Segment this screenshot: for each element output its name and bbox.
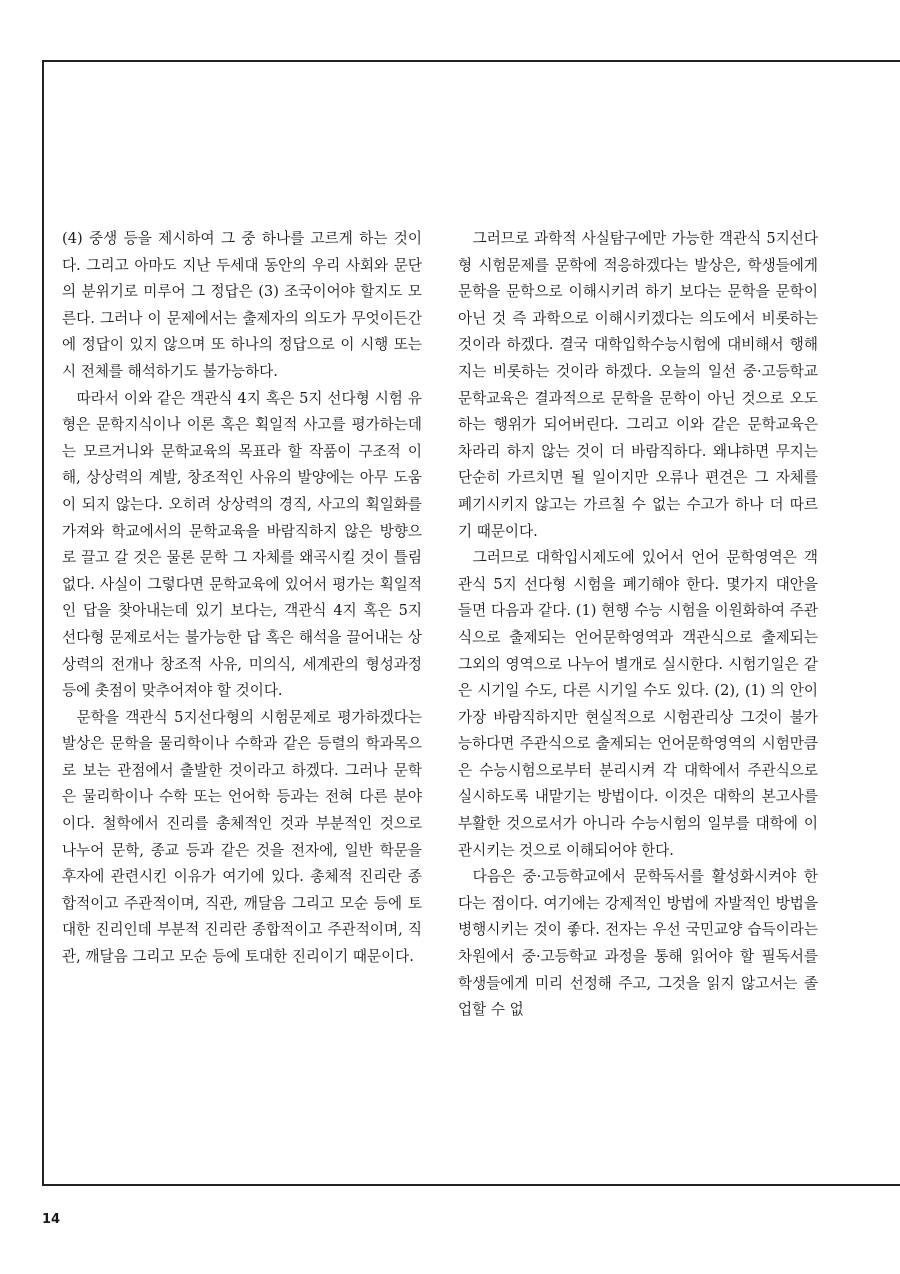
right-paragraph-3: 다음은 중·고등학교에서 문학독서를 활성화시켜야 한다는 점이다. 여기에는 강제적인 방법에 자발적인 방법을 병행시키는 것이 좋다. 전자는 우선 국민교양 습득이라는 차원에서 중·고등학교 과정을 통해 읽어야 할 필독서를 학생들에게 미리 선정해 주고, 그것을 읽지 않고서는 졸업할 수 없 bbox=[458, 868, 818, 1019]
left-paragraph-3: 문학을 객관식 5지선다형의 시험문제로 평가하겠다는 발상은 문학을 물리학이나 수학과 같은 등렬의 학과목으로 보는 관점에서 출발한 것이라고 하겠다. 그러나 문학은 물리학이나 수학 또는 언어학 등과는 전혀 다른 분야이다. 철학에서 진리를 총체적인 것과 부분적인 것으로 나누어 문학, 종교 등과 같은 것을 전자에, 일반 학문을 후자에 관련시킨 이유가 여기에 있다. 총체적 진리란 종합적이고 주관적이며, 직관, 깨달음 그리고 모순 등에 토대한 진리인데 부분적 진리란 종합적이고 주관적이며, 직관, 깨달음 그리고 모순 등에 토대한 진리이기 때문이다. bbox=[62, 708, 422, 966]
frame-top-rule bbox=[42, 60, 900, 62]
left-paragraph-1: (4) 중생 등을 제시하여 그 중 하나를 고르게 하는 것이다. 그리고 아마도 지난 두세대 동안의 우리 사회와 문단의 분위기로 미루어 그 정답은 (3) 조국이어야 할지도 모른다. 그러나 이 문제에서는 출제자의 의도가 무엇이든간에 정답이 있지 않으며 또 하나의 정답으로 이 시행 또는 시 전체를 해석하기도 불가능하다. bbox=[62, 230, 422, 380]
frame-bottom-rule bbox=[42, 1184, 900, 1186]
right-paragraph-1: 그러므로 과학적 사실탐구에만 가능한 객관식 5지선다형 시험문제를 문학에 적응하겠다는 발상은, 학생들에게 문학을 문학으로 이해시키려 하기 보다는 문학을 문학이 아닌 것 즉 과학으로 이해시키겠다는 의도에서 비롯하는 것이라 하겠다. 결국 대학입학수능시험에 대비해서 행해지는 비롯하는 것이라 하겠다. 오늘의 일선 중·고등학교 문학교육은 결과적으로 문학을 문학이 아닌 것으로 오도하는 행위가 되어버린다. 그리고 이와 같은 문학교육은 차라리 하지 않는 것이 더 바람직하다. 왜냐하면 무지는 단순히 가르치면 될 일이지만 오류나 편견은 그 자체를 폐기시키지 않고는 가르칠 수 없는 수고가 하나 더 따르기 때문이다. bbox=[458, 230, 818, 540]
left-column bbox=[62, 226, 422, 971]
page-number: 14 bbox=[42, 1212, 61, 1227]
left-paragraph-2: 따라서 이와 같은 객관식 4지 혹은 5지 선다형 시험 유형은 문학지식이나 이론 혹은 획일적 사고를 평가하는데는 모르거니와 문학교육의 목표라 할 작품이 구조적 이해, 상상력의 계발, 창조적인 사유의 발양에는 아무 도움이 되지 않는다. 오히려 상상력의 경직, 사고의 획일화를 가져와 학교에서의 문학교육을 바람직하지 않은 방향으로 끌고 갈 것은 물론 문학 그 자체를 왜곡시킬 것이 틀림 없다. 사실이 그렇다면 문학교육에 있어서 평가는 획일적인 답을 찾아내는데 있기 보다는, 객관식 4지 혹은 5지 선다형 문제로서는 불가능한 답 혹은 해석을 끌어내는 상상력의 전개나 창조적 사유, 미의식, 세계관의 형성과정 등에 촛점이 맞추어져야 할 것이다. bbox=[62, 389, 422, 700]
frame-left-rule bbox=[42, 60, 44, 1184]
right-paragraph-2: 그러므로 대학입시제도에 있어서 언어 문학영역은 객관식 5지 선다형 시험을 폐기해야 한다. 몇가지 대안을 들면 다음과 같다. (1) 현행 수능 시험을 이원화하여 주관식으로 출제되는 언어문학영역과 객관식으로 출제되는 그외의 영역으로 나누어 별개로 실시한다. 시험기일은 같은 시기일 수도, 다른 시기일 수도 있다. (2), (1) 의 안이 가장 바람직하지만 현실적으로 시험관리상 그것이 불가능하다면 주관식으로 출제되는 언어문학영역의 시험만큼은 수능시험으로부터 분리시켜 각 대학에서 주관식으로 실시하도록 내맡기는 방법이다. 이것은 대학의 본고사를 부활한 것으로서가 아니라 수능시험의 일부를 대학에 이관시키는 것으로 이해되어야 한다. bbox=[458, 549, 818, 859]
right-column bbox=[458, 226, 818, 1024]
